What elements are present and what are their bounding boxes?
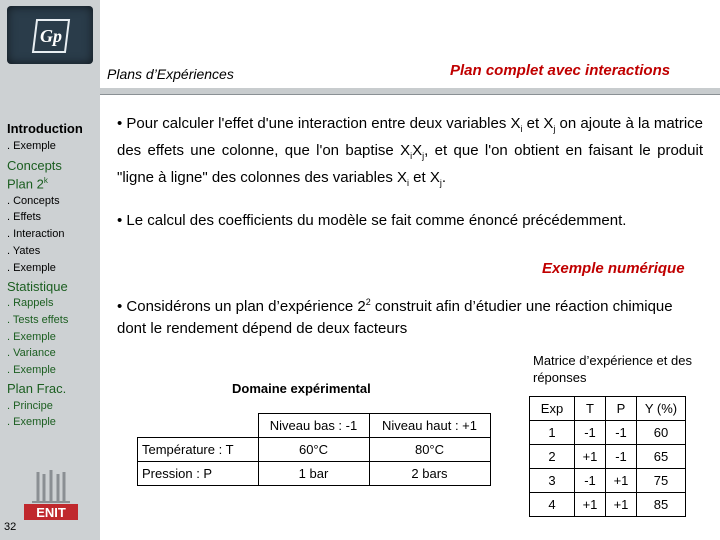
matrix-cell: 65 [637,445,686,469]
enit-logo [22,468,80,522]
p1-text-4: X [412,142,423,159]
sidebar-item-plan-2k[interactable] [7,176,48,191]
gp-logo-emblem-icon [29,18,73,54]
matrix-cell: +1 [606,469,637,493]
sidebar-item-yates[interactable]: . Yates [7,245,41,257]
matrix-cell: +1 [575,493,606,517]
p1-text-1: • Pour calculer l'effet d'une interaction entre deux variables X [117,115,521,132]
enit-logo-text: ENIT [36,505,66,520]
matrix-label: Matrice d’expérience et des réponses [533,353,692,385]
table-row [530,493,686,517]
table-row [530,445,686,469]
table-row [530,421,686,445]
sidebar-item-variance[interactable]: . Variance [7,347,56,359]
matrix-cell: 4 [530,493,575,517]
p1-sub-5: i [407,178,409,188]
domain-cell-low: 60°C [258,438,369,462]
matrix-cell: 1 [530,421,575,445]
p1-text-5: , et que l'on obtient en faisant le produit "ligne à ligne" des colonnes des variables X [117,142,703,186]
sidebar-item-rappels[interactable]: . Rappels [7,297,54,309]
p3-text-1: • Considérons un plan d’expérience 2 [117,298,366,315]
sidebar-item-plan-2k-label: Plan 2 [7,176,44,192]
matrix-header-p: P [606,397,637,421]
matrix-table [529,396,686,517]
sidebar-item-exemple-stat[interactable]: . Exemple [7,331,56,343]
domain-label: Domaine expérimental [232,381,371,396]
table-row [138,462,491,486]
domain-header-row [138,414,491,438]
sidebar-item-principe[interactable]: . Principe [7,400,53,412]
sidebar-item-tests-effets[interactable]: . Tests effets [7,314,69,326]
matrix-cell: 3 [530,469,575,493]
table-row [530,469,686,493]
sidebar-item-concepts[interactable]: Concepts [7,158,62,173]
matrix-cell: -1 [606,421,637,445]
sidebar-item-exemple-variance[interactable]: . Exemple [7,364,56,376]
sidebar-item-effets[interactable]: . Effets [7,211,42,223]
domain-header-high: Niveau haut : +1 [369,414,490,438]
matrix-header-t: T [575,397,606,421]
sidebar-item-exemple-plan[interactable]: . Exemple [7,262,56,274]
p1-sub-2: j [553,124,556,134]
header-divider-line [100,94,720,95]
p1-text-6: et X [409,169,440,186]
sidebar-item-statistique[interactable]: Statistique [7,279,68,294]
domain-header-low: Niveau bas : -1 [258,414,369,438]
matrix-header-row [530,397,686,421]
sidebar-item-concepts-sub[interactable]: . Concepts [7,195,60,207]
matrix-cell: -1 [606,445,637,469]
matrix-cell: 85 [637,493,686,517]
domain-cell-high: 80°C [369,438,490,462]
logo-text: Gp [40,26,62,46]
matrix-cell: +1 [575,445,606,469]
page-number: 32 [4,521,17,533]
example-heading: Exemple numérique [542,260,685,277]
table-row [138,438,491,462]
slide-title: Plan complet avec interactions [450,62,671,79]
matrix-cell: 75 [637,469,686,493]
sidebar [0,0,100,540]
p1-sub-4: j [422,151,425,161]
matrix-cell: 60 [637,421,686,445]
p1-sub-3: i [410,151,413,161]
coefficients-paragraph: • Le calcul des coefficients du modèle se fait comme énoncé précédemment. [117,212,627,229]
p3-exponent: 2 [365,297,371,307]
domain-row-name: Température : T [138,438,259,462]
matrix-cell: -1 [575,421,606,445]
matrix-cell: 2 [530,445,575,469]
p1-sub-6: j [439,178,442,188]
sidebar-item-exemple-frac[interactable]: . Exemple [7,416,56,428]
plan-paragraph [117,291,703,340]
matrix-header-y: Y (%) [637,397,686,421]
matrix-cell: +1 [606,493,637,517]
domain-cell-high: 2 bars [369,462,490,486]
interaction-paragraph [117,113,703,194]
matrix-header-exp: Exp [530,397,575,421]
sidebar-item-exemple[interactable]: . Exemple [7,140,56,152]
sidebar-item-introduction[interactable]: Introduction [7,121,83,136]
header-subtitle: Plans d’Expériences [107,66,234,82]
sidebar-item-plan-2k-exponent: k [43,176,48,185]
p1-sub-1: i [520,124,523,134]
domain-cell-low: 1 bar [258,462,369,486]
p1-text-7: . [441,169,447,186]
p1-text-3: on ajoute à la matrice des effets une colonne, que l'on baptise X [117,115,703,159]
sidebar-item-plan-frac[interactable]: Plan Frac. [7,381,67,396]
sidebar-item-interaction[interactable]: . Interaction [7,228,65,240]
domain-row-name: Pression : P [138,462,259,486]
p1-text-2: et X [522,115,554,132]
domain-table [137,413,491,486]
gp-logo [7,6,93,64]
domain-corner-cell [138,414,259,438]
p3-text-2: construit afin d’étudier une réaction chimique dont le rendement dépend de deux facteurs [117,298,673,337]
matrix-cell: -1 [575,469,606,493]
